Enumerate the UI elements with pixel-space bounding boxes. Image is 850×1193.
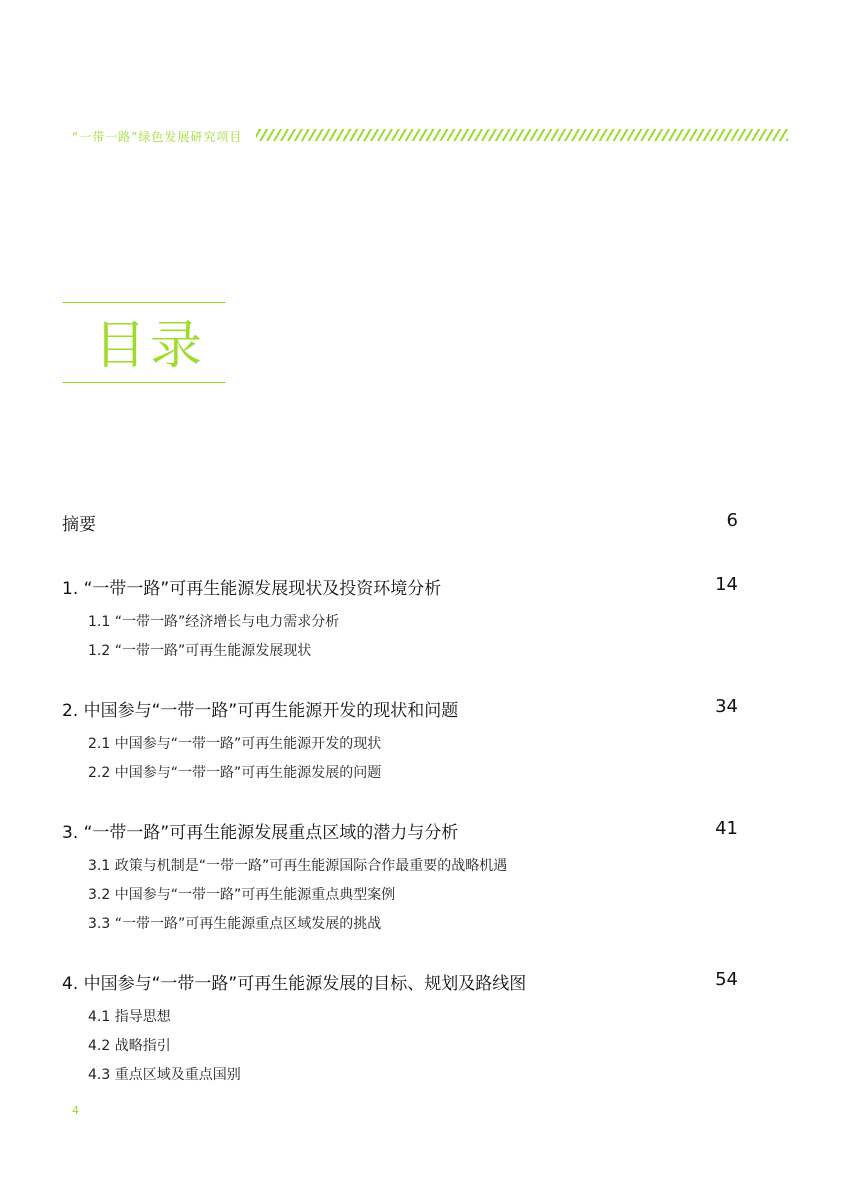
toc-section-label: 2. 中国参与“一带一路”可再生能源开发的现状和问题: [62, 701, 459, 721]
toc-section-label: 3. “一带一路”可再生能源发展重点区域的潜力与分析: [62, 823, 459, 843]
toc-subsection-3-1[interactable]: 3.1 政策与机制是“一带一路”可再生能源国际合作最重要的战略机遇: [88, 858, 508, 874]
toc-entry-label: 摘要: [62, 515, 96, 535]
toc-title: 目录: [94, 316, 207, 376]
toc-section-2[interactable]: [62, 696, 738, 721]
toc-section-page: 14: [715, 574, 738, 595]
toc-subsection-2-2[interactable]: 2.2 中国参与“一带一路”可再生能源发展的问题: [88, 765, 382, 781]
toc-subsection-2-1[interactable]: 2.1 中国参与“一带一路”可再生能源开发的现状: [88, 736, 382, 752]
toc-section-page: 54: [715, 969, 738, 990]
header-label: “一带一路”绿色发展研究项目: [72, 130, 243, 144]
toc-section-label: 1. “一带一路”可再生能源发展现状及投资环境分析: [62, 579, 442, 599]
toc-section-page: 34: [715, 696, 738, 717]
toc-subsection-3-3[interactable]: 3.3 “一带一路”可再生能源重点区域发展的挑战: [88, 916, 382, 932]
page-number: 4: [72, 1104, 79, 1117]
toc-subsection-4-2[interactable]: 4.2 战略指引: [88, 1038, 171, 1054]
toc-subsection-1-1[interactable]: 1.1 “一带一路”经济增长与电力需求分析: [88, 614, 340, 630]
toc-subsection-3-2[interactable]: 3.2 中国参与“一带一路”可再生能源重点典型案例: [88, 887, 396, 903]
title-rule-bottom: [62, 382, 226, 383]
toc-entry-summary[interactable]: [62, 510, 738, 535]
toc-section-label: 4. 中国参与“一带一路”可再生能源发展的目标、规划及路线图: [62, 974, 527, 994]
toc-entry-page: 6: [726, 510, 738, 531]
toc-section-3[interactable]: [62, 818, 738, 843]
toc-subsection-1-2[interactable]: 1.2 “一带一路”可再生能源发展现状: [88, 643, 312, 659]
toc-subsection-4-1[interactable]: 4.1 指导思想: [88, 1009, 171, 1025]
toc-section-4[interactable]: [62, 969, 738, 994]
toc-section-1[interactable]: [62, 574, 738, 599]
header-hatch-decoration: [256, 129, 788, 141]
toc-subsection-4-3[interactable]: 4.3 重点区域及重点国别: [88, 1067, 241, 1083]
title-rule-top: [62, 302, 226, 303]
toc-section-page: 41: [715, 818, 738, 839]
